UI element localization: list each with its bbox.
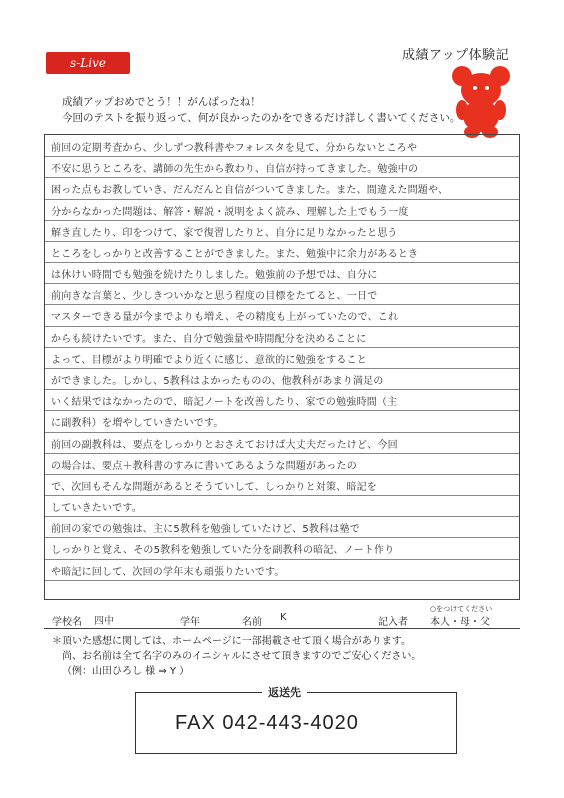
note-1: ＊頂いた感想に関しては、ホームページに一部掲載させて頂く場合があります。: [52, 636, 411, 647]
ruled-line: [45, 177, 519, 178]
handwritten-line: ができました。しかし、5教科はよかったものの、他教科があまり満足の: [51, 376, 384, 387]
ruled-line: [45, 495, 519, 496]
handwritten-line: 解き直したり、印をつけて、家で復習したりと、自分に足りなかったと思う: [51, 227, 398, 239]
ruled-line: [45, 453, 519, 454]
ruled-line: [45, 220, 519, 221]
intro-text: [62, 94, 460, 126]
school-value: 四中: [94, 616, 114, 627]
writer-label: 記入者: [378, 617, 408, 628]
ruled-line: [45, 389, 519, 390]
handwritten-line: マスターできる量が今までよりも増え、その精度も上がっていたので、これ: [51, 312, 399, 324]
handwritten-line: していきたいです。: [51, 503, 142, 515]
handwritten-line: しっかりと覚え、その5教科を勉強していた分を副教科の暗記、ノート作り: [51, 545, 395, 557]
writer-options: 本人・母・父: [430, 617, 490, 628]
ruled-line: [45, 537, 519, 538]
circle-instruction: ○をつけてください: [430, 605, 493, 613]
logo-text: s-Live: [70, 56, 106, 70]
ruled-line: [45, 580, 519, 581]
fax-number: FAX 042-443-4020: [175, 712, 359, 734]
notes: [52, 634, 421, 679]
name-value: K: [280, 612, 287, 623]
handwritten-line: 前向きな言葉と、少しきついかなと思う程度の目標をたてると、一日で: [51, 291, 378, 303]
handwritten-line: で、次回もそんな問題があるとそうていして、しっかりと対策、暗記を: [51, 481, 377, 493]
ruled-line: [45, 199, 519, 200]
ruled-line: [45, 326, 519, 327]
handwritten-line: や暗記に回して、次回の学年末も頑張りたいです。: [51, 566, 285, 578]
handwritten-line: に副教科）を増やしていきたいです。: [51, 418, 224, 430]
ruled-line: [45, 516, 519, 517]
school-label: 学校名: [52, 617, 82, 628]
handwritten-line: からも続けたいです。また、自分で勉強量や時間配分を決めることに: [51, 333, 367, 345]
ruled-line: [45, 368, 519, 369]
handwritten-line: 前回の家での勉強は、主に5教科を勉強していたけど、5教科は塾で: [51, 524, 360, 536]
ruled-line: [45, 304, 519, 305]
handwritten-line: 分からなかった問題は、解答・解説・説明をよく読み、理解した上でもう一度: [51, 206, 409, 218]
ruled-line: [45, 262, 519, 263]
ruled-line: [45, 474, 519, 475]
ruled-line: [45, 156, 519, 157]
intro-line-1: 成績アップおめでとう！！がんばったね！: [62, 96, 261, 108]
handwritten-line: は休けい時間でも勉強を続けたりしました。勉強前の予想では、自分に: [51, 270, 378, 282]
handwritten-line: よって、目標がより明確でより近くに感じ、意欲的に勉強をすること: [51, 354, 367, 366]
handwritten-line: ところをしっかりと改善することができました。また、勉強中に余力があるとき: [51, 248, 419, 260]
handwritten-line: 不安に思うところを、講師の先生から教わり、自信が持ってきました。勉強中の: [51, 164, 419, 176]
handwritten-line: 困った点もお教していき、だんだんと自信がついてきました。また、間違えた問題や、: [51, 185, 449, 197]
ruled-line: [45, 410, 519, 411]
handwritten-line: いく結果ではなかったので、暗記ノートを改善したり、家での勉強時間（主: [51, 397, 398, 409]
ruled-line: [45, 283, 519, 284]
ruled-line: [45, 432, 519, 433]
grade-label: 学年: [180, 617, 200, 628]
ruled-line: [45, 241, 519, 242]
ruled-line: [45, 347, 519, 348]
footer-divider: [44, 628, 520, 629]
note-3: （例：山田ひろし 様 ⇒ Y ）: [62, 666, 190, 677]
ruled-line: [45, 559, 519, 560]
name-label: 名前: [242, 617, 262, 628]
handwritten-line: 前回の定期考査から、少しずつ教科書やフォレスタを見て、分からないところや: [51, 143, 418, 154]
brand-logo: [46, 52, 130, 74]
note-2: 尚、お名前は全て名字のみのイニシャルにさせて頂きますのでご安心ください。: [62, 651, 422, 662]
handwritten-line: 前回の副教科は、要点をしっかりとおさえておけば大丈夫だったけど、今回: [51, 439, 398, 451]
writing-area: [44, 134, 520, 600]
handwritten-line: の場合は、要点＋教科書のすみに書いてあるような問題があったの: [51, 460, 357, 472]
send-label: 返送先: [262, 684, 307, 700]
page-title: 成績アップ体験記: [402, 48, 510, 63]
intro-line-2: 今回のテストを振り返って、何が良かったのかをできるだけ詳しく書いてください。: [62, 112, 461, 124]
